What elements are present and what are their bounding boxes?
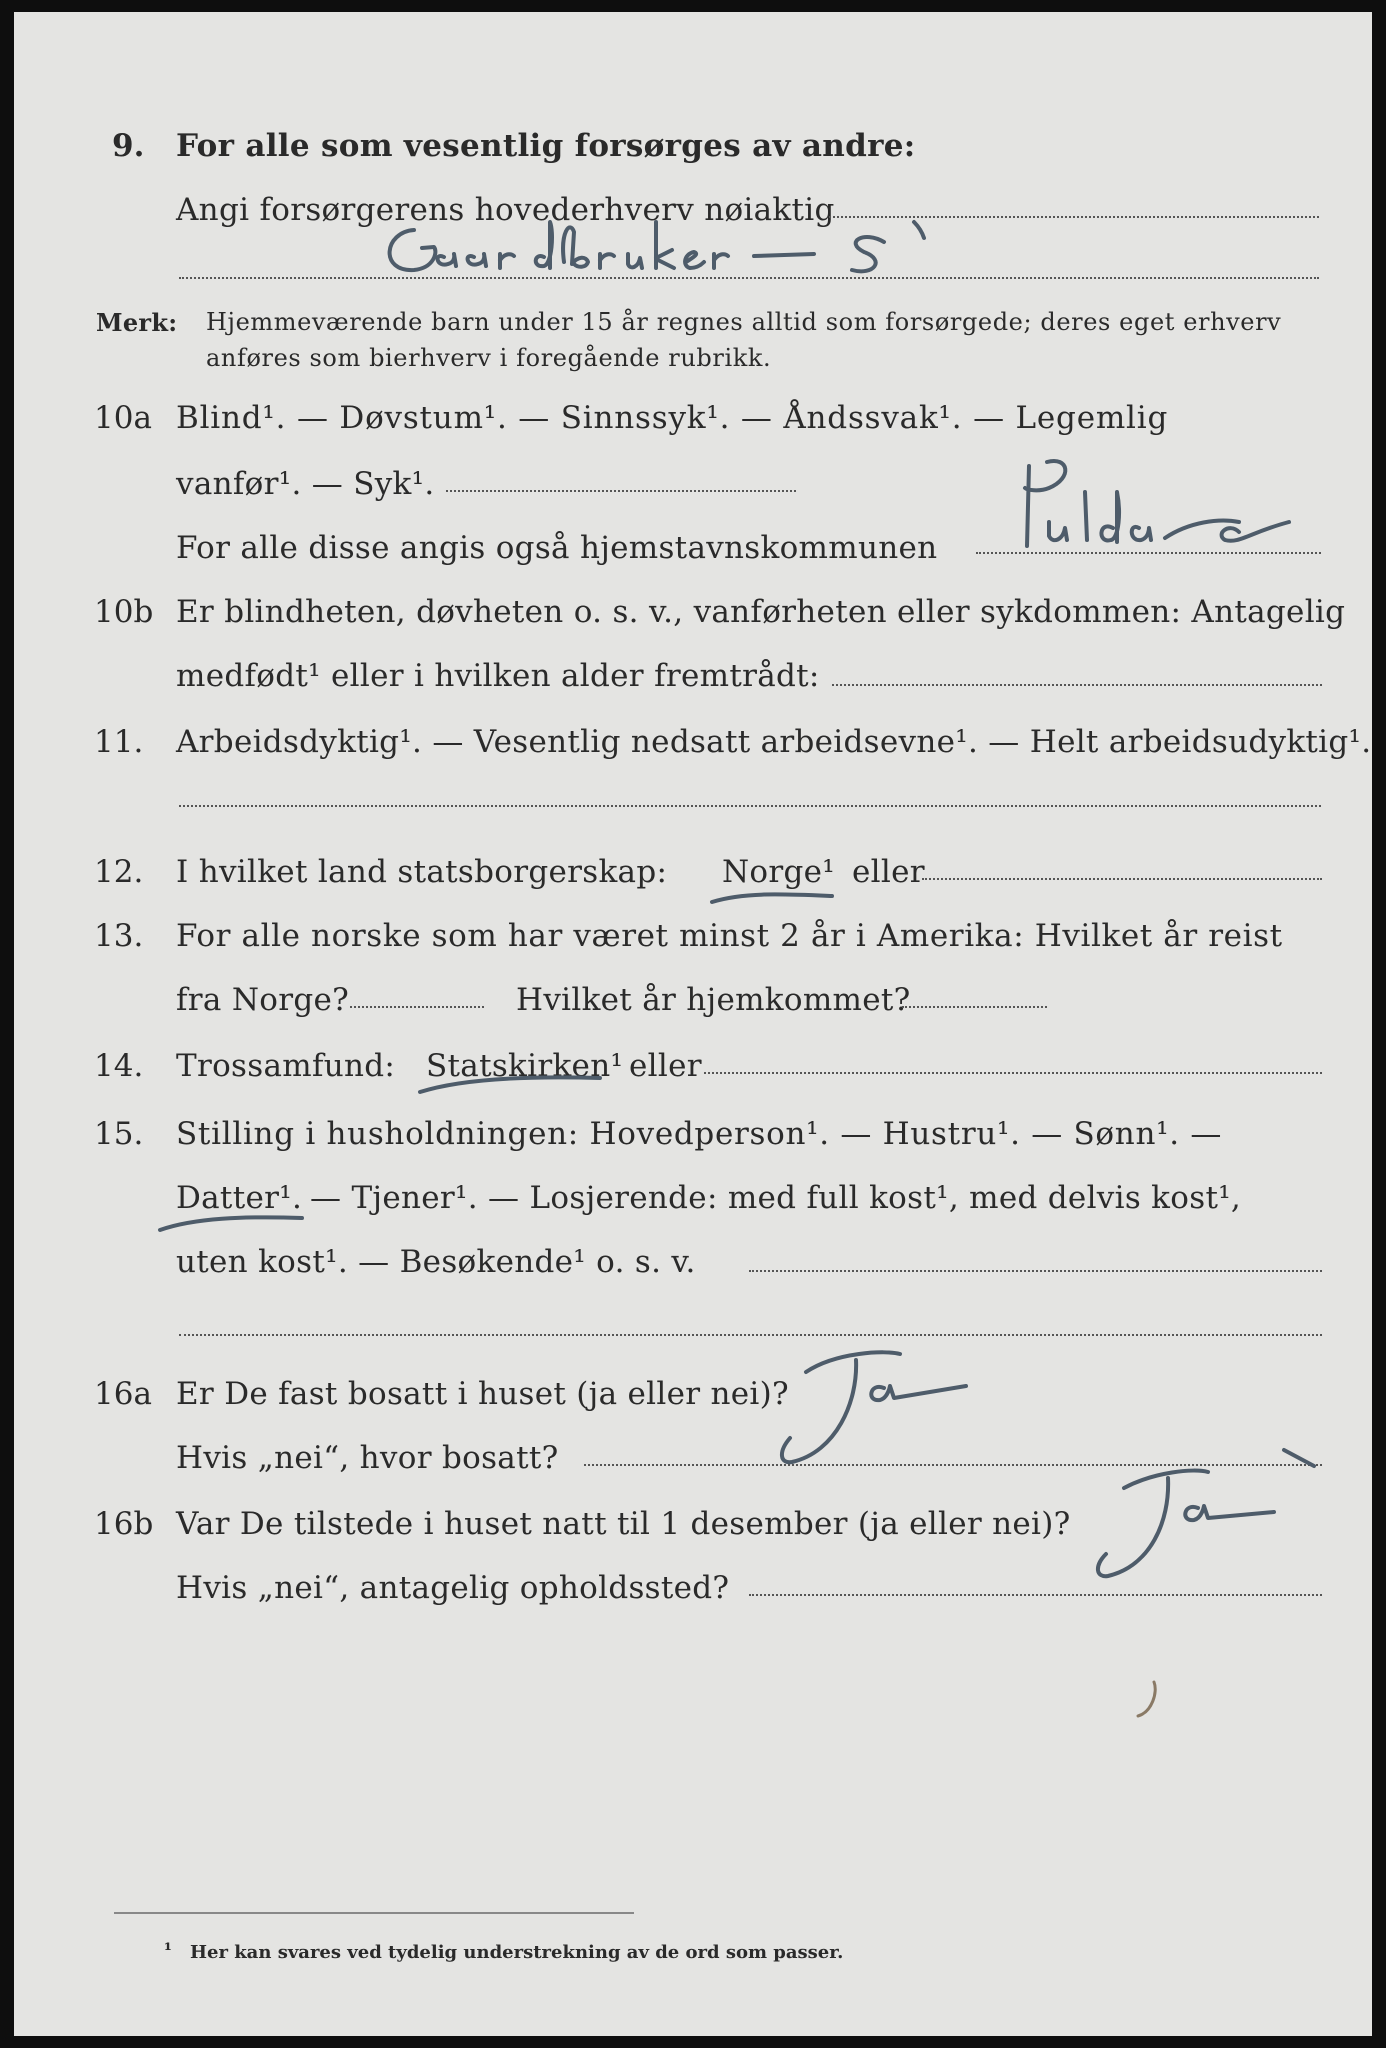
footnote-text: Her kan svares ved tydelig understrekning av de ord som passer.: [190, 1942, 844, 1963]
q16a-line-2: Hvis „nei“, hvor bosatt?: [176, 1440, 559, 1476]
q16a-stray-mark: [1274, 1440, 1334, 1480]
q15-number: 15.: [94, 1116, 144, 1152]
q11-line-1: Arbeidsdyktig¹. — Vesentlig nedsatt arbeidsevne¹. — Helt arbeidsudyktig¹.: [176, 724, 1372, 760]
q16b-handwritten-answer: [1084, 1462, 1294, 1592]
q16b-number: 16b: [94, 1506, 154, 1542]
footnote-rule: [114, 1912, 634, 1914]
q9-prompt: Angi forsørgerens hovederhverv nøiaktig: [176, 192, 835, 228]
q9-answer-line-2: [179, 277, 1319, 279]
q12-answer-line: [922, 878, 1322, 880]
footnote-mark: ¹: [164, 1940, 172, 1961]
q13-hjemkommet-blank: [902, 1006, 1047, 1008]
q10b-number: 10b: [94, 594, 154, 630]
q10a-number: 10a: [94, 400, 152, 436]
q12-prefix: I hvilket land statsborgerskap:: [176, 854, 668, 890]
q15-line-2a: Datter¹.: [176, 1180, 303, 1216]
q9-number: 9.: [112, 128, 145, 164]
q16a-handwritten-answer: [766, 1342, 986, 1472]
q15-line-1: Stilling i husholdningen: Hovedperson¹. — Hustru¹. — Sønn¹. —: [176, 1116, 1223, 1152]
q13-number: 13.: [94, 918, 144, 954]
q15-line-2b: — Tjener¹. — Losjerende: med full kost¹, med delvis kost¹,: [310, 1180, 1242, 1216]
q10a-line-1: Blind¹. — Døvstum¹. — Sinnssyk¹. — Åndssvak¹. — Legemlig: [176, 400, 1169, 436]
q12-suffix: eller: [852, 854, 925, 890]
q9-answer-line-1: [829, 216, 1319, 218]
q10a-answer-line: [976, 552, 1321, 554]
q16b-line-2: Hvis „nei“, antagelig opholdssted?: [176, 1570, 730, 1606]
smudge-mark: [1124, 1672, 1184, 1732]
q9-title: For alle som vesentlig forsørges av andre:: [176, 128, 916, 164]
q13-line-2a: fra Norge?: [176, 982, 350, 1018]
q10a-line-2: vanfør¹. — Syk¹.: [176, 466, 435, 502]
q10b-line-1: Er blindheten, døvheten o. s. v., vanførheten eller sykdommen: Antagelig: [176, 594, 1346, 630]
q14-number: 14.: [94, 1048, 144, 1084]
q14-prefix: Trossamfund:: [176, 1048, 396, 1084]
q15-answer-line-2: [179, 1334, 1322, 1336]
q10b-line-2: medfødt¹ eller i hvilken alder fremtrådt:: [176, 658, 820, 694]
q13-line-2b: Hvilket år hjemkommet?: [516, 982, 911, 1018]
q10a-line-3: For alle disse angis også hjemstavnskommunen: [176, 530, 938, 566]
q16a-answer-line: [584, 1464, 1322, 1466]
merk-label: Merk:: [96, 308, 178, 337]
merk-line-2: anføres som bierhverv i foregående rubrikk.: [206, 344, 772, 372]
q16a-number: 16a: [94, 1376, 152, 1412]
q16a-line-1: Er De fast bosatt i huset (ja eller nei)?: [176, 1376, 789, 1412]
q14-answer-line: [704, 1072, 1322, 1074]
q13-line-1: For alle norske som har været minst 2 år i Amerika: Hvilket år reist: [176, 918, 1283, 954]
q15-line-3: uten kost¹. — Besøkende¹ o. s. v.: [176, 1244, 696, 1280]
q10a-line-2-blank: [446, 490, 796, 492]
q16b-line-1: Var De tilstede i huset natt til 1 desember (ja eller nei)?: [176, 1506, 1071, 1542]
q12-choice: Norge¹: [722, 854, 836, 890]
q10a-handwritten-answer: [989, 452, 1319, 552]
merk-line-1: Hjemmeværende barn under 15 år regnes alltid som forsørgede; deres eget erhverv: [206, 308, 1282, 336]
census-form-page: [14, 12, 1372, 2036]
q11-answer-line: [179, 805, 1321, 807]
q11-number: 11.: [94, 724, 144, 760]
q12-number: 12.: [94, 854, 144, 890]
q10b-answer-line: [832, 684, 1322, 686]
q14-suffix: eller: [629, 1048, 702, 1084]
q16b-answer-line: [749, 1594, 1322, 1596]
q15-answer-line-1: [749, 1270, 1322, 1272]
q14-choice: Statskirken¹: [426, 1048, 624, 1084]
q13-reist-blank: [350, 1006, 484, 1008]
